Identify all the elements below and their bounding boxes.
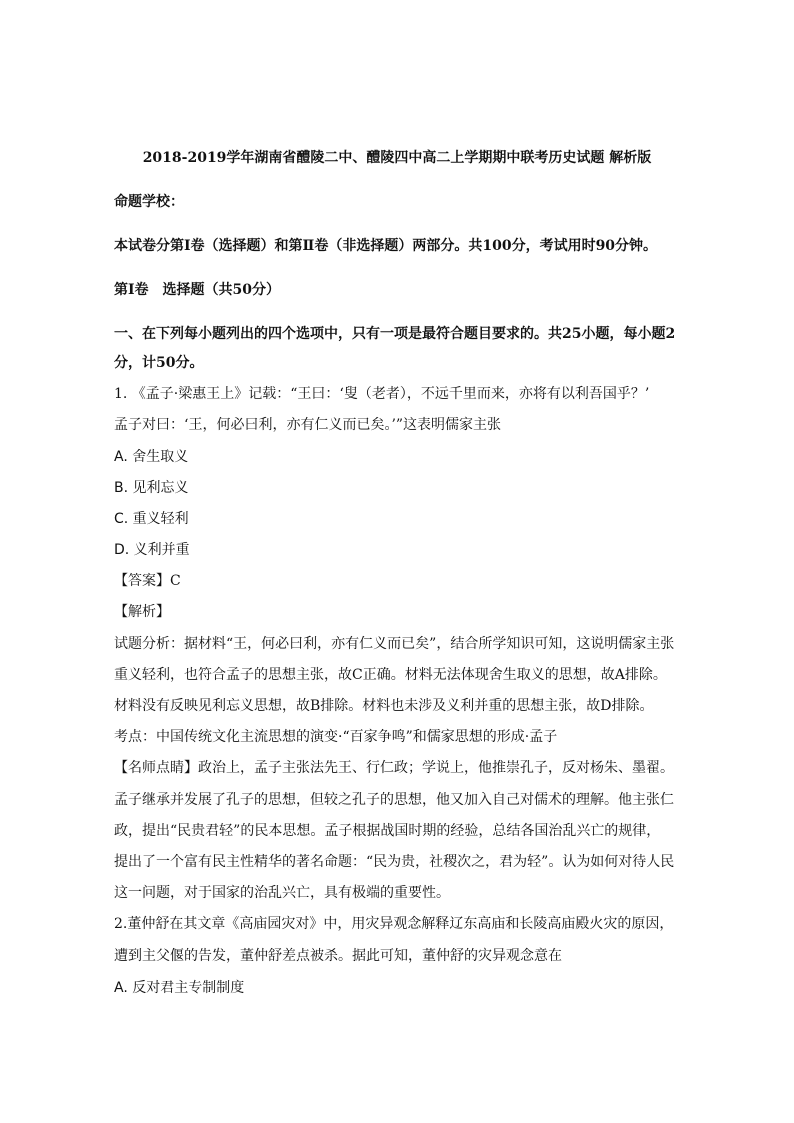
q1-analysis-line: 试题分析：据材料“王，何必曰利，亦有仁义而已矣”，结合所学知识可知，这说明儒家主张 — [114, 636, 675, 652]
q2-stem-line-2: 遭到主父偃的告发，董仲舒差点被杀。据此可知，董仲舒的灾异观念意在 — [114, 948, 562, 964]
q1-teacher-note-line: 孟子继承并发展了孔子的思想，但较之孔子的思想，他又加入自己对儒术的理解。他主张仁 — [114, 792, 674, 808]
q2-stem-line-1: 2.董仲舒在其文章《高庙园灾对》中，用灾异观念解释辽东高庙和长陵高庙殿火灾的原因， — [114, 916, 674, 932]
q1-teacher-note-line: 这一问题，对于国家的治乱兴亡，具有极端的重要性。 — [114, 885, 450, 901]
instruction-line-2: 分，计50分。 — [114, 355, 204, 371]
section-heading: 第Ⅰ卷 选择题（共50分） — [114, 282, 281, 298]
q2-option-a: A. 反对君主专制制度 — [114, 980, 245, 996]
q1-option-c: C. 重义轻利 — [114, 511, 189, 527]
q1-option-d: D. 义利并重 — [114, 542, 190, 558]
instruction-line-1: 一、在下列每小题列出的四个选项中，只有一项是最符合题目要求的。共25小题，每小题2 — [114, 326, 676, 342]
q1-teacher-note-line: 提出了一个富有民主性精华的著名命题：“民为贵，社稷次之，君为轻”。认为如何对待人民 — [114, 854, 675, 870]
q1-analysis-heading: 【解析】 — [114, 604, 170, 620]
q1-option-b: B. 见利忘义 — [114, 480, 189, 496]
q1-stem-line-2: 孟子对曰：‘王，何必曰利，亦有仁义而已矣。’”这表明儒家主张 — [114, 417, 502, 433]
q1-analysis-line: 重义轻利，也符合孟子的思想主张，故C正确。材料无法体现舍生取义的思想，故A排除。 — [114, 667, 667, 683]
q1-teacher-note-line: 【名师点睛】政治上，孟子主张法先王、行仁政；学说上，他推崇孔子，反对杨朱、墨翟。 — [114, 760, 674, 776]
q1-stem-line-1: 1. 《孟子·梁惠王上》记载：“王曰：‘叟（老者），不远千里而来，亦将有以利吾国乎？’ — [114, 386, 650, 402]
document-title: 2018-2019学年湖南省醴陵二中、醴陵四中高二上学期期中联考历史试题 解析版 — [142, 150, 652, 166]
q1-answer: 【答案】C — [114, 573, 181, 589]
q1-teacher-note-line: 政，提出“民贵君轻”的民本思想。孟子根据战国时期的经验，总结各国治乱兴亡的规律， — [114, 823, 661, 839]
q1-knowledge-point: 考点：中国传统文化主流思想的演变·“百家争鸣”和儒家思想的形成·孟子 — [114, 729, 558, 745]
exam-intro: 本试卷分第Ⅰ卷（选择题）和第Ⅱ卷（非选择题）两部分。共100分，考试用时90分钟。 — [114, 238, 658, 254]
q1-option-a: A. 舍生取义 — [114, 449, 189, 465]
q1-analysis-line: 材料没有反映见利忘义思想，故B排除。材料也未涉及义利并重的思想主张，故D排除。 — [114, 698, 654, 714]
school-label: 命题学校： — [114, 194, 184, 210]
